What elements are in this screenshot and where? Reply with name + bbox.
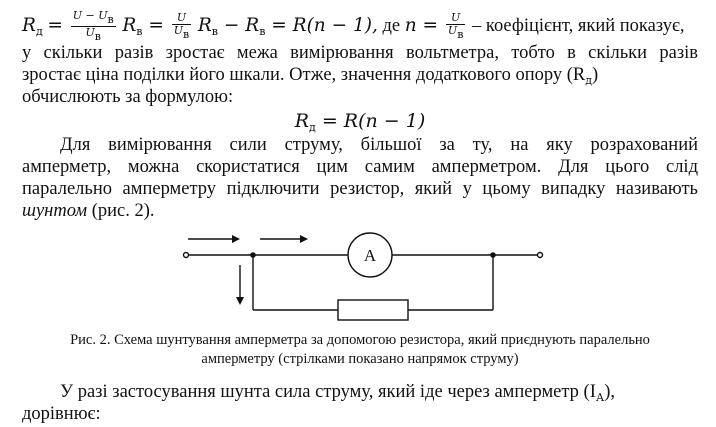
para3-line-1: У разі застосування шунта сила струму, який іде через амперметр $(I_А)$, bbox=[60, 382, 616, 404]
para1-line-3: обчислюють за формулою: bbox=[22, 87, 234, 107]
junction-left bbox=[250, 252, 256, 258]
arrowhead-down bbox=[236, 297, 244, 305]
fraction-3: $\frac{U}{Uв}$ bbox=[447, 11, 464, 41]
figure-caption-line-2: амперметру (стрілками показано напрямок струму) bbox=[201, 351, 519, 367]
terminal-right bbox=[538, 253, 543, 258]
arrowhead-1 bbox=[232, 235, 240, 243]
eq-rd: $R_д$ bbox=[22, 14, 43, 38]
formula-2: $R_д = R(n - 1)$ bbox=[294, 110, 426, 134]
figure-caption-line-1: Рис. 2. Схема шунтування амперметра за допомогою резистора, який приєднують паралельно bbox=[70, 332, 650, 348]
para1-line-2: зростає ціна поділки його шкали. Отже, значення додаткового опору $(R_д)$ bbox=[22, 65, 599, 87]
fraction-2: $\frac{U}{Uв}$ bbox=[173, 11, 190, 41]
ammeter-label: A bbox=[363, 246, 377, 265]
para3-line-2: дорівнює: bbox=[22, 404, 101, 424]
circuit-diagram bbox=[0, 225, 716, 325]
para2-line-1: Для вимірювання сили струму, більшої за ту, на яку розрахований bbox=[60, 135, 698, 155]
para2-line-2: амперметр, можна скористатися цим самим амперметром. Для цього слід bbox=[22, 157, 698, 177]
para2-line-4: шунтом (рис. 2). bbox=[22, 201, 155, 221]
junction-right bbox=[490, 252, 496, 258]
shunt-resistor bbox=[338, 300, 408, 320]
fraction-1: $\frac{U - Uв}{Uв}$ bbox=[72, 9, 114, 43]
terminal-left bbox=[184, 253, 189, 258]
formula-line-1: $R_д$ = $\frac{U - Uв}{Uв}$ $R_в$ = $\frac{U}{Uв}$ $R_в - R_в = R(n - 1)$, де n = $\frac{U}{Uв}$ – коефіцієнт, який показує, bbox=[22, 9, 685, 43]
para2-line-3: паралельно амперметру підключити резистор, який у цьому випадку називають bbox=[22, 179, 698, 199]
arrowhead-2 bbox=[300, 235, 308, 243]
para1-line-1: у скільки разів зростає межа вимірювання вольтметра, тобто в скільки разів bbox=[22, 43, 698, 63]
